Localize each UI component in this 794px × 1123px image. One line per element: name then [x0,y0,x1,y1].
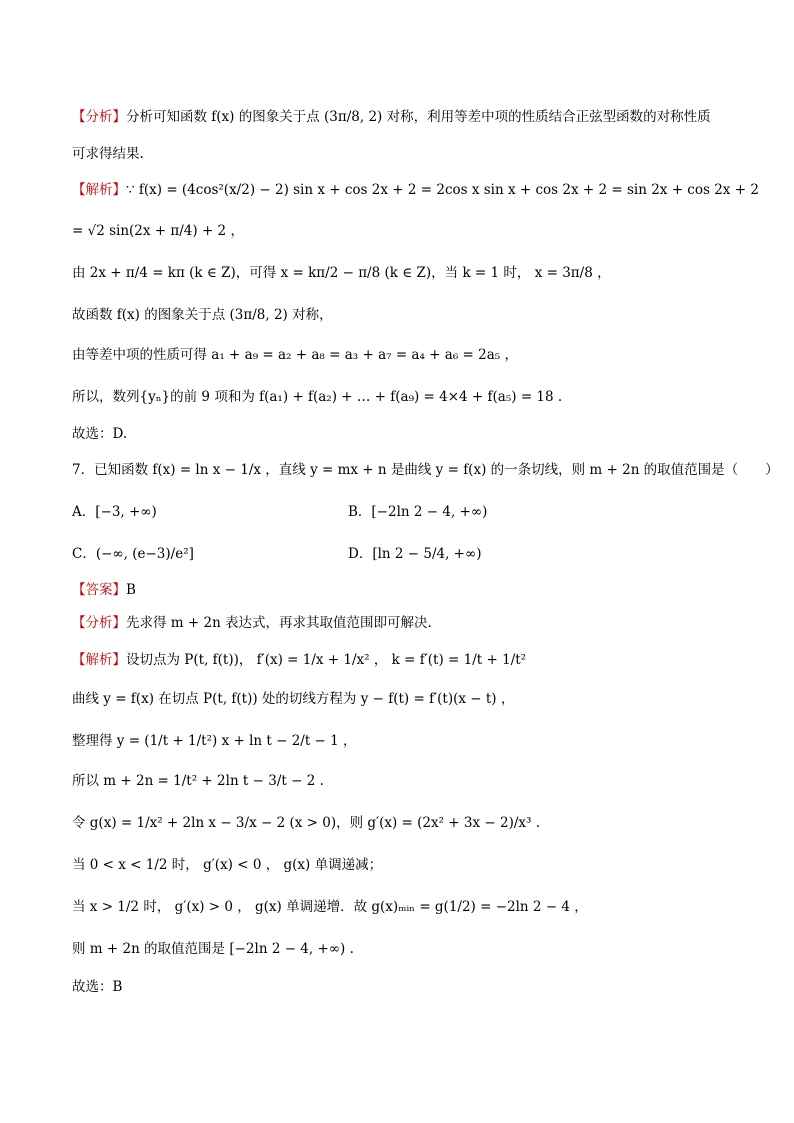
solution-text: 整理得 y = (1/t + 1/t²) x + ln t − 2/t − 1 ， [72,733,357,749]
solution-text: 由等差中项的性质可得 a₁ + a₉ = a₂ + a₈ = a₃ + a₇ = a₄ + a₆ = 2a₅ ， [72,347,518,363]
answer-text: B [126,582,136,598]
analysis2-line [72,613,432,633]
option-b: B．[−2ln 2 − 4, +∞) [348,504,488,520]
option-a: A．[−3, +∞) [72,504,157,520]
solution-tag: 【解析】 [72,652,126,668]
solution-text: 设切点为 P(t, f(t))， f′(x) = 1/x + 1/x² ， k = f′(t) = 1/t + 1/t² [126,652,527,668]
option-d: D．[ln 2 − 5/4, +∞) [348,546,482,562]
solution2-line-3 [72,731,357,751]
solution2-line-2 [72,689,514,709]
question-text: 7．已知函数 f(x) = ln x − 1/x ，直线 y = mx + n 是曲线 y = f(x) 的一条切线，则 m + 2n 的取值范围是（ ） [72,462,779,478]
solution2-line-6 [72,855,382,875]
solution-text: 故函数 f(x) 的图象关于点 (3π/8, 2) 对称， [72,307,333,323]
analysis-line-2 [72,144,144,164]
solution-text: 当 x > 1/2 时， g′(x) > 0 ， g(x) 单调递增．故 g(x)ₘᵢₙ = g(1/2) = −2ln 2 − 4 ， [72,899,588,915]
solution-line-4 [72,305,333,325]
solution-text: ∵ f(x) = (4cos²(x/2) − 2) sin x + cos 2x + 2 = 2cos x sin x + cos 2x + 2 = sin 2x + cos 2x + 2 [126,182,759,198]
analysis-text: 先求得 m + 2n 表达式，再求其取值范围即可解决. [126,615,432,631]
solution2-line-4 [72,771,324,791]
choice2-line [72,977,122,997]
option-c: C．(−∞, (e−3)/e²] [72,546,194,562]
solution-line-1 [72,180,759,200]
solution-tag: 【解析】 [72,182,126,198]
choice-text: 故选：D. [72,426,128,442]
solution-text: 令 g(x) = 1/x² + 2ln x − 3/x − 2 (x > 0)，则 g′(x) = (2x² + 3x − 2)/x³ . [72,815,541,831]
answer-line [72,580,136,600]
solution-text: = √2 sin(2x + π/4) + 2 ， [72,223,244,239]
analysis-tag: 【分析】 [72,615,126,631]
choice-text: 故选：B [72,979,123,995]
solution-line-5 [72,345,518,365]
solution-line-2 [72,221,244,241]
solution-text: 当 0 < x < 1/2 时， g′(x) < 0 ， g(x) 单调递减； [72,857,383,873]
solution-text: 曲线 y = f(x) 在切点 P(t, f(t)) 处的切线方程为 y − f(t) = f′(t)(x − t) ， [72,691,515,707]
solution-line-6 [72,387,562,407]
analysis-text: 分析可知函数 f(x) 的图象关于点 (3π/8, 2) 对称，利用等差中项的性质结合正弦型函数的对称性质 [126,109,711,125]
solution-line-3 [72,263,611,283]
analysis-text-cont: 可求得结果. [72,146,144,162]
question-7 [72,460,779,480]
solution2-line-8 [72,939,354,959]
solution2-line-7 [72,897,588,917]
solution-text: 所以，数列{yₙ}的前 9 项和为 f(a₁) + f(a₂) + … + f(a₉) = 4×4 + f(a₅) = 18 . [72,389,563,405]
choice-line [72,424,127,444]
analysis-line-1 [72,107,711,127]
answer-tag: 【答案】 [72,582,126,598]
solution-text: 由 2x + π/4 = kπ (k ∈ Z)，可得 x = kπ/2 − π/8 (k ∈ Z)，当 k = 1 时， x = 3π/8 ， [72,265,611,281]
solution2-line-1 [72,650,526,670]
analysis-tag: 【分析】 [72,109,126,125]
solution-text: 所以 m + 2n = 1/t² + 2ln t − 3/t − 2 . [72,773,324,789]
solution-text: 则 m + 2n 的取值范围是 [−2ln 2 − 4, +∞) . [72,941,354,957]
solution2-line-5 [72,813,540,833]
